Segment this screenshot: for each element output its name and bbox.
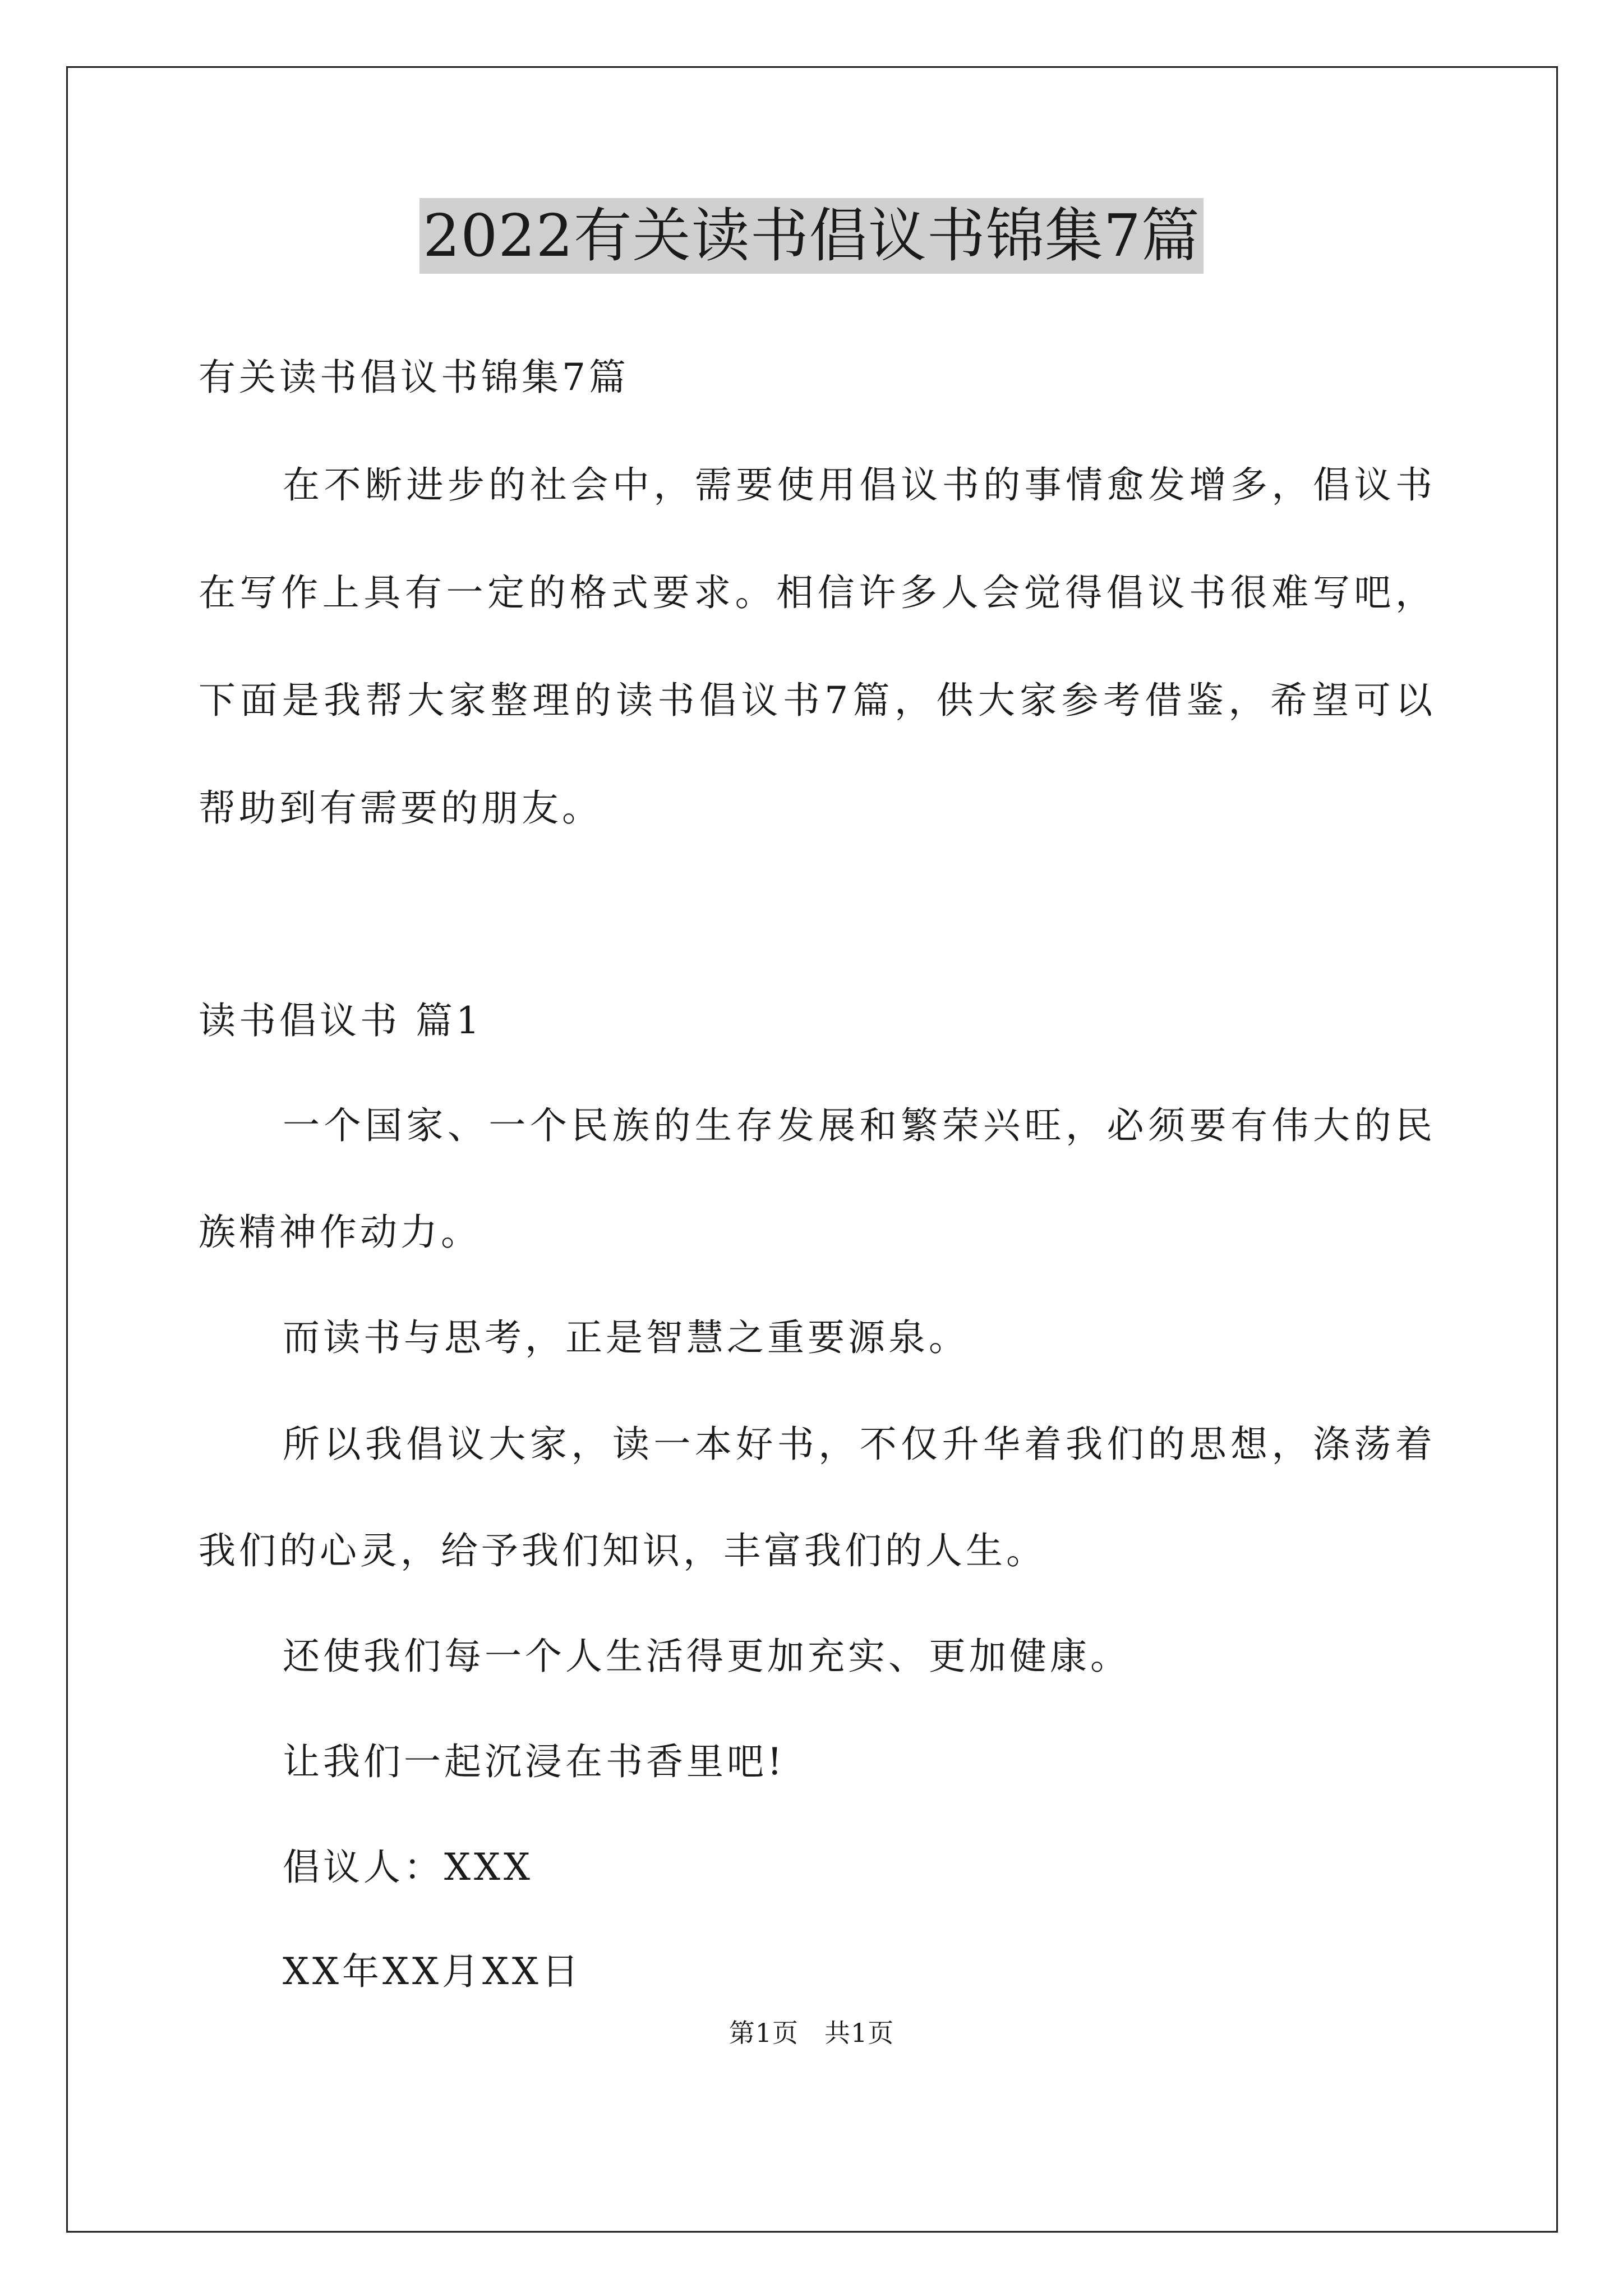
page-total: 共1页 — [824, 2018, 895, 2048]
page-footer — [0, 2016, 1623, 2050]
paragraph: 让我们一起沉浸在书香里吧! — [283, 1740, 786, 1783]
page-number: 第1页 — [728, 2018, 799, 2048]
paragraph-line: 族精神作动力。 — [199, 1211, 481, 1254]
date: XX年XX月XX日 — [283, 1950, 582, 1993]
signer: 倡议人：XXX — [283, 1846, 533, 1889]
intro-line: 在不断进步的社会中，需要使用倡议书的事情愈发增多，倡议书 — [283, 463, 1432, 507]
paragraph: 而读书与思考，正是智慧之重要源泉。 — [283, 1316, 969, 1359]
intro-line: 下面是我帮大家整理的读书倡议书7篇，供大家参考借鉴，希望可以 — [199, 679, 1432, 722]
paragraph-line: 所以我倡议大家，读一本好书，不仅升华着我们的思想，涤荡着 — [283, 1423, 1432, 1466]
intro-line: 帮助到有需要的朋友。 — [199, 786, 602, 830]
title-container — [0, 198, 1623, 274]
section-heading: 读书倡议书 篇1 — [199, 999, 483, 1042]
document-subtitle: 有关读书倡议书锦集7篇 — [199, 356, 629, 399]
paragraph: 还使我们每一个人生活得更加充实、更加健康。 — [283, 1635, 1131, 1678]
intro-line: 在写作上具有一定的格式要求。相信许多人会觉得倡议书很难写吧， — [199, 571, 1432, 614]
paragraph-line: 一个国家、一个民族的生存发展和繁荣兴旺，必须要有伟大的民 — [283, 1104, 1432, 1147]
document-title: 2022有关读书倡议书锦集7篇 — [419, 198, 1204, 274]
paragraph-line: 我们的心灵，给予我们知识，丰富我们的人生。 — [199, 1529, 1046, 1572]
